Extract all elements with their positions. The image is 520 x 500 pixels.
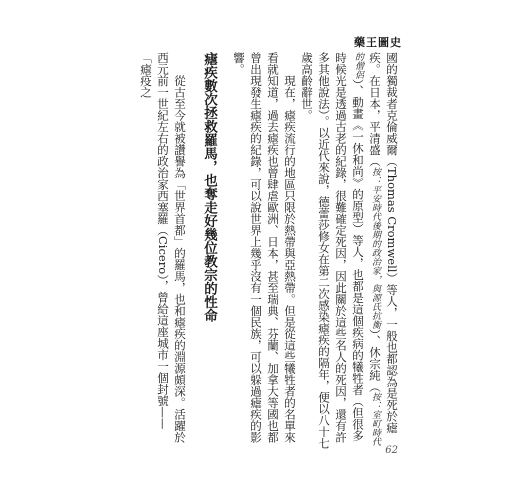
paragraph-1-text-c: ）、動畫《一休和尚》的原型）等人，也都是這個疾病的犧牲者（但很多時候光是透過古老的紀錄，很難確定死因，因此關於這些名人的死因，還有許多其他說法）。以近代來說，德蕾莎修女在第二次感染瘧疾的隔年，便以八十七歲高齡辭世。 [300,52,365,449]
annotation-note: 按：平安時代後期的政治家，與源氏抗衡 [370,167,380,329]
annotation-note: 按：室町時代的僧侶 [353,52,380,447]
page-number: 62 [385,445,398,456]
paragraph-1 [298,52,400,452]
body-text [139,52,400,452]
section-heading: 瘧疾數次拯救羅馬，也奪走好幾位教宗的性命 [201,52,217,322]
paragraph-1-text-a: 國的獨裁者克倫威爾（Thomas Cromwell）等人，一般也都認為是死於瘧疾。在日本，平清盛（ [368,52,399,434]
paragraph-1-text-b: ）、休宗純（ [368,329,382,393]
paragraph-2: 現在，瘧疾流行的地區只限於熱帶與亞熱帶。但是從這些犧牲者的名單來看就知道，過去瘧疾也曾肆虐歐洲、日本，甚至瑞典、芬蘭、加拿大等國也都曾出現發生瘧疾的紀錄，可以說世界上幾乎沒有一個民族，可以躲過瘧疾的影響。 [232,52,297,443]
paragraph-3: 從古至今就被讚譽為「世界首都」的羅馬，也和瘧疾的淵源頗深。活躍於西元前一世紀左右的政治家西塞羅（Cicero），曾給這座城市一個封號——「瘧疫之 [139,52,187,443]
running-header: 藥王圖史 [354,36,402,49]
